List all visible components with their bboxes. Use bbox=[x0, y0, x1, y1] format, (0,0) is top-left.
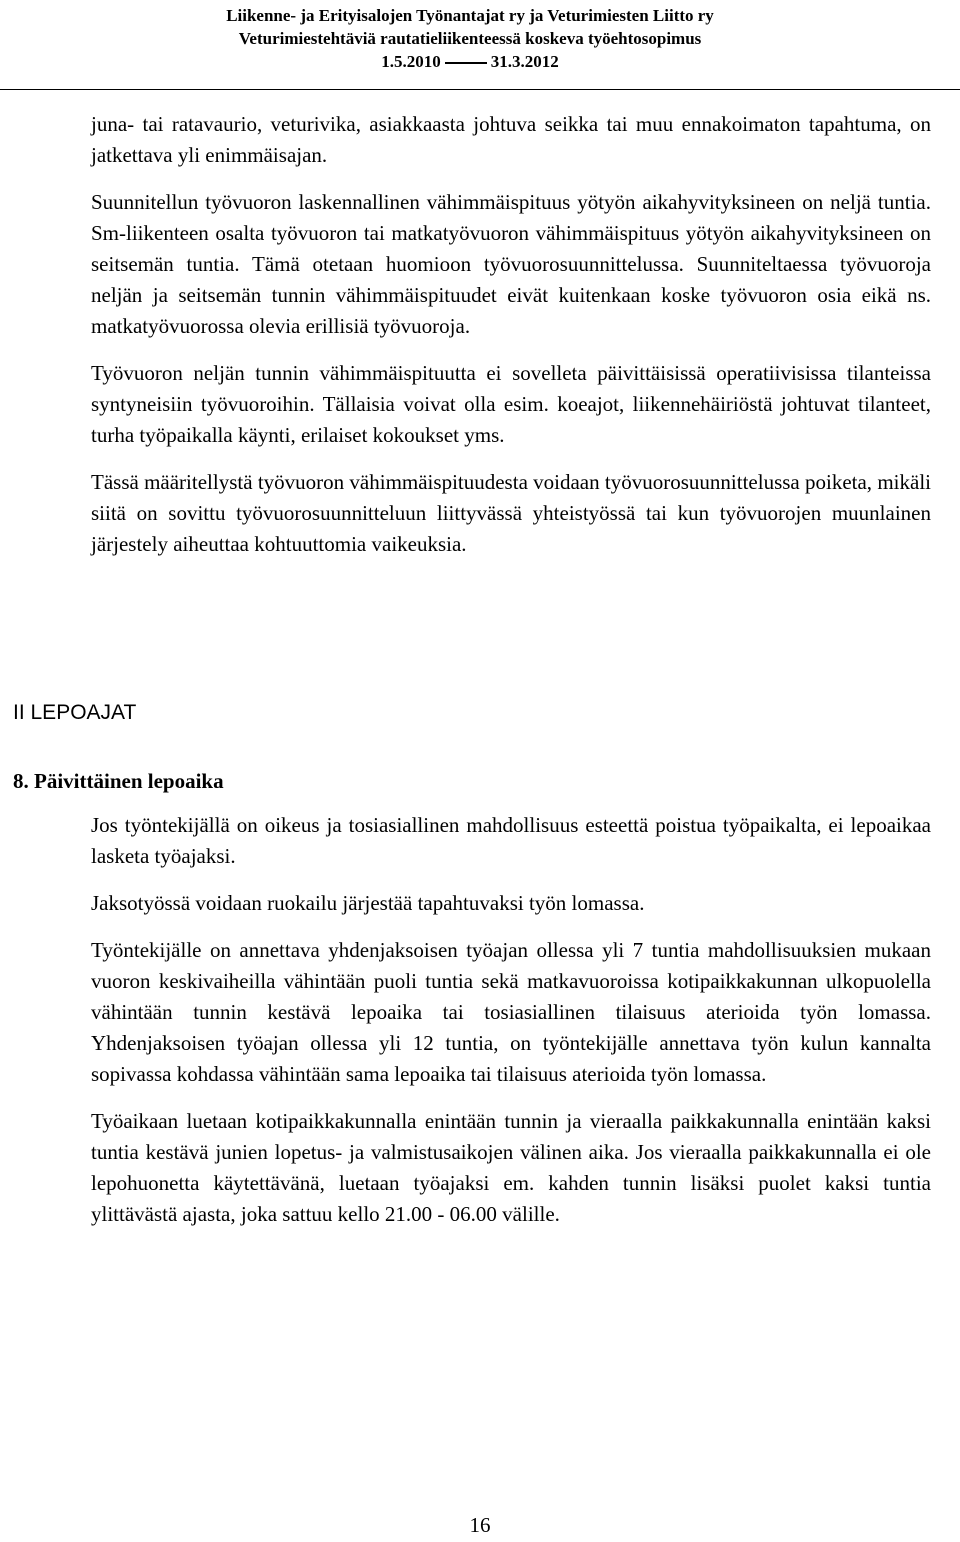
paragraph: Tässä määritellystä työvuoron vähimmäispituudesta voidaan työvuorosuunnittelussa poiketa, mikäli siitä on sovittu työvuorosuunnitteluun liittyvässä yhteistyössä tai kun työvuorojen muunlainen järjestely aiheuttaa kohtuuttomia vaikeuksia. bbox=[91, 470, 931, 556]
header-validity-period bbox=[170, 50, 770, 73]
header-divider bbox=[0, 89, 960, 90]
paragraph: juna- tai ratavaurio, veturivika, asiakkaasta johtuva seikka tai muu ennakoimaton tapahtuma, on jatkettava yli enimmäisajan. bbox=[91, 112, 931, 167]
header-agreement-title: Veturimiestehtäviä rautatieliikenteessä koskeva työehtosopimus bbox=[238, 29, 702, 48]
paragraph: Jos työntekijällä on oikeus ja tosiasiallinen mahdollisuus esteettä poistua työpaikalta, ei lepoaikaa lasketa työajaksi. bbox=[91, 813, 931, 868]
paragraph: Työntekijälle on annettava yhdenjaksoisen työajan ollessa yli 7 tuntia mahdollisuuksien mukaan vuoron keskivaiheilla vähintään puoli tuntia sekä matkavuoroissa kotipaikkakunnan ulkopuolella vähintään tunnin kestävä lepoaika tai tosiasiallinen tilaisuus aterioida työn lomassa. Yhdenjaksoisen työajan ollessa yli 12 tuntia, on työntekijälle annettava työn kulun kannalta sopivassa kohdassa vähintään sama lepoaika tai tilaisuus aterioida työn lomassa. bbox=[91, 938, 931, 1086]
paragraph: Työvuoron neljän tunnin vähimmäispituutta ei sovelleta päivittäisissä operatiivisissa tilanteissa syntyneisiin työvuoroihin. Tällaisia voivat olla esim. koeajot, liikennehäiriöstä johtuvat tilanteet, turha työpaikalla käynti, erilaiset kokoukset yms. bbox=[91, 361, 931, 447]
header-organizations: Liikenne- ja Erityisalojen Työnantajat ry ja Veturimiesten Liitto ry bbox=[226, 6, 714, 25]
header-date-end: 31.3.2012 bbox=[490, 52, 559, 71]
header-date-start: 1.5.2010 bbox=[381, 52, 441, 71]
paragraph: Työaikaan luetaan kotipaikkakunnalla enintään tunnin ja vieraalla paikkakunnalla enintään kaksi tuntia kestävä junien lopetus- ja valmistusaikojen välinen aika. Jos vieraalla paikkakunnalla ei ole lepohuonetta käytettävänä, luetaan työajaksi em. kahden tunnin lisäksi puolet kaksi tuntia ylittävästä ajasta, joka sattuu kello 21.00 - 06.00 välille. bbox=[91, 1109, 931, 1226]
date-range-dash bbox=[445, 62, 487, 64]
section-heading: II LEPOAJAT bbox=[13, 701, 137, 724]
lepoaika-section-body bbox=[91, 810, 931, 1246]
top-section-body bbox=[91, 109, 931, 576]
page-number: 16 bbox=[469, 1513, 491, 1537]
page-header bbox=[170, 4, 770, 73]
paragraph: Jaksotyössä voidaan ruokailu järjestää tapahtuvaksi työn lomassa. bbox=[91, 891, 645, 915]
paragraph: Suunnitellun työvuoron laskennallinen vähimmäispituus yötyön aikahyvityksineen on neljä tuntia. Sm-liikenteen osalta työvuoron tai matkatyövuoron vähimmäispituus yötyön aikahyvityksineen on seitsemän tuntia. Tämä otetaan huomioon työvuorosuunnittelussa. Suunniteltaessa työvuoroja neljän ja seitsemän tunnin vähimmäispituudet eivät kuitenkaan koske työvuoron osia eikä ns. matkatyövuorossa olevia erillisiä työvuoroja. bbox=[91, 190, 931, 338]
subsection-heading: 8. Päivittäinen lepoaika bbox=[13, 769, 224, 793]
